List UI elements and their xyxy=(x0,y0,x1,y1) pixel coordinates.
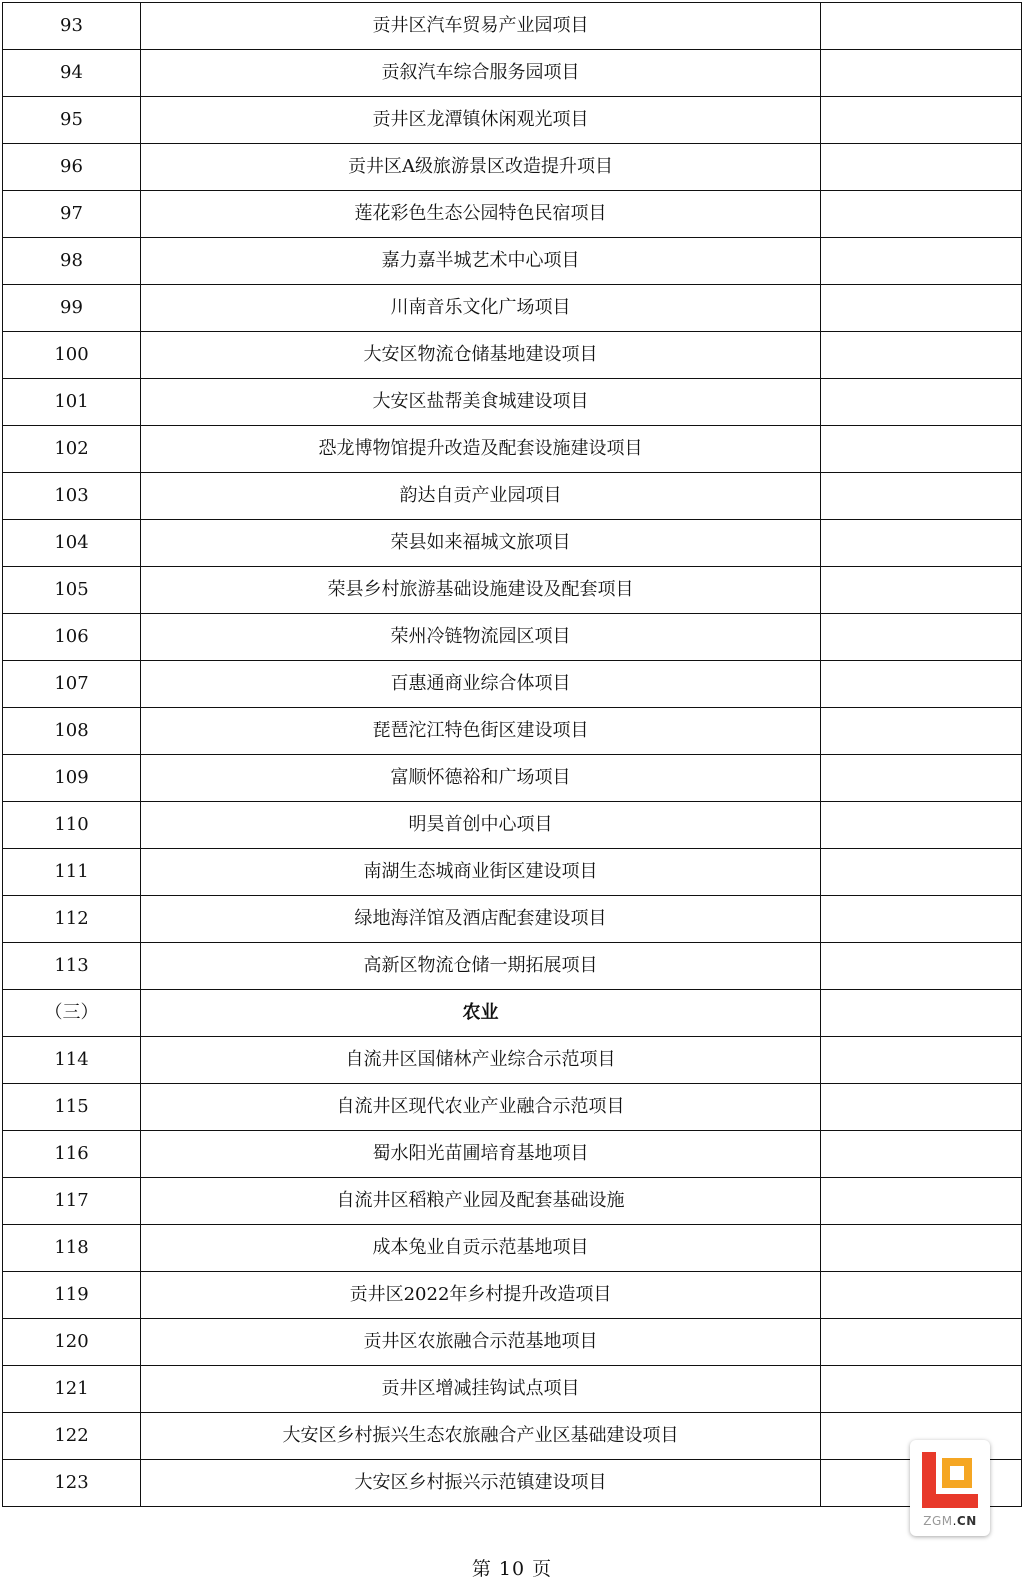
row-number-cell: 98 xyxy=(3,238,141,285)
remarks-cell xyxy=(821,708,1022,755)
table-row xyxy=(3,755,1022,802)
remarks-cell xyxy=(821,285,1022,332)
project-name-cell: 川南音乐文化广场项目 xyxy=(141,285,821,332)
project-name-cell: 贡井区农旅融合示范基地项目 xyxy=(141,1319,821,1366)
remarks-cell xyxy=(821,3,1022,50)
table-row xyxy=(3,426,1022,473)
row-number-cell: 111 xyxy=(3,849,141,896)
page-number: 第 10 页 xyxy=(471,1558,553,1580)
remarks-cell xyxy=(821,896,1022,943)
table-row xyxy=(3,1225,1022,1272)
row-number-cell: 108 xyxy=(3,708,141,755)
project-table-body xyxy=(3,3,1022,1507)
remarks-cell xyxy=(821,990,1022,1037)
remarks-cell xyxy=(821,755,1022,802)
table-row xyxy=(3,1131,1022,1178)
table-row xyxy=(3,802,1022,849)
row-number-cell: 103 xyxy=(3,473,141,520)
table-row xyxy=(3,661,1022,708)
table-row xyxy=(3,1413,1022,1460)
project-name-cell: 荣州冷链物流园区项目 xyxy=(141,614,821,661)
project-name-cell: 贡井区A级旅游景区改造提升项目 xyxy=(141,144,821,191)
table-row xyxy=(3,1084,1022,1131)
row-number-cell: 122 xyxy=(3,1413,141,1460)
zgm-logo-text: ZGM.CN xyxy=(923,1514,977,1528)
row-number-cell: 117 xyxy=(3,1178,141,1225)
project-name-cell: 高新区物流仓储一期拓展项目 xyxy=(141,943,821,990)
project-name-cell: 琵琶沱江特色街区建设项目 xyxy=(141,708,821,755)
row-number-cell: 118 xyxy=(3,1225,141,1272)
table-row xyxy=(3,943,1022,990)
project-name-cell: 嘉力嘉半城艺术中心项目 xyxy=(141,238,821,285)
row-number-cell: 115 xyxy=(3,1084,141,1131)
table-row xyxy=(3,1178,1022,1225)
section-row xyxy=(3,990,1022,1037)
row-number-cell: 100 xyxy=(3,332,141,379)
table-row xyxy=(3,379,1022,426)
remarks-cell xyxy=(821,1225,1022,1272)
table-row xyxy=(3,144,1022,191)
table-row xyxy=(3,1272,1022,1319)
table-row xyxy=(3,849,1022,896)
remarks-cell xyxy=(821,520,1022,567)
remarks-cell xyxy=(821,1037,1022,1084)
row-number-cell: 123 xyxy=(3,1460,141,1507)
project-name-cell: 莲花彩色生态公园特色民宿项目 xyxy=(141,191,821,238)
project-name-cell: 大安区盐帮美食城建设项目 xyxy=(141,379,821,426)
project-name-cell: 自流井区稻粮产业园及配套基础设施 xyxy=(141,1178,821,1225)
remarks-cell xyxy=(821,379,1022,426)
project-name-cell: 蜀水阳光苗圃培育基地项目 xyxy=(141,1131,821,1178)
row-number-cell: 104 xyxy=(3,520,141,567)
project-name-cell: 明昊首创中心项目 xyxy=(141,802,821,849)
remarks-cell xyxy=(821,567,1022,614)
remarks-cell xyxy=(821,97,1022,144)
table-row xyxy=(3,896,1022,943)
row-number-cell: 107 xyxy=(3,661,141,708)
table-row xyxy=(3,285,1022,332)
remarks-cell xyxy=(821,849,1022,896)
remarks-cell xyxy=(821,802,1022,849)
row-number-cell: 119 xyxy=(3,1272,141,1319)
remarks-cell xyxy=(821,614,1022,661)
project-name-cell: 贡井区增减挂钩试点项目 xyxy=(141,1366,821,1413)
row-number-cell: 99 xyxy=(3,285,141,332)
remarks-cell xyxy=(821,943,1022,990)
table-row xyxy=(3,238,1022,285)
row-number-cell: 94 xyxy=(3,50,141,97)
project-name-cell: 荣县如来福城文旅项目 xyxy=(141,520,821,567)
row-number-cell: 112 xyxy=(3,896,141,943)
table-row xyxy=(3,1037,1022,1084)
project-name-cell: 富顺怀德裕和广场项目 xyxy=(141,755,821,802)
project-name-cell: 农业 xyxy=(141,990,821,1037)
table-row xyxy=(3,1460,1022,1507)
remarks-cell xyxy=(821,332,1022,379)
project-name-cell: 大安区乡村振兴示范镇建设项目 xyxy=(141,1460,821,1507)
table-row xyxy=(3,1319,1022,1366)
project-name-cell: 贡叙汽车综合服务园项目 xyxy=(141,50,821,97)
row-number-cell: 101 xyxy=(3,379,141,426)
remarks-cell xyxy=(821,661,1022,708)
row-number-cell: 113 xyxy=(3,943,141,990)
table-row xyxy=(3,520,1022,567)
remarks-cell xyxy=(821,1366,1022,1413)
project-name-cell: 韵达自贡产业园项目 xyxy=(141,473,821,520)
zgm-logo xyxy=(910,1440,990,1536)
row-number-cell: 114 xyxy=(3,1037,141,1084)
row-number-cell: 110 xyxy=(3,802,141,849)
project-name-cell: 成本兔业自贡示范基地项目 xyxy=(141,1225,821,1272)
row-number-cell: 116 xyxy=(3,1131,141,1178)
table-row xyxy=(3,50,1022,97)
project-name-cell: 南湖生态城商业街区建设项目 xyxy=(141,849,821,896)
row-number-cell: 105 xyxy=(3,567,141,614)
project-name-cell: 贡井区汽车贸易产业园项目 xyxy=(141,3,821,50)
project-name-cell: 大安区物流仓储基地建设项目 xyxy=(141,332,821,379)
row-number-cell: 95 xyxy=(3,97,141,144)
table-row xyxy=(3,191,1022,238)
table-row xyxy=(3,3,1022,50)
project-name-cell: 大安区乡村振兴生态农旅融合产业区基础建设项目 xyxy=(141,1413,821,1460)
remarks-cell xyxy=(821,1084,1022,1131)
row-number-cell: 121 xyxy=(3,1366,141,1413)
remarks-cell xyxy=(821,1178,1022,1225)
table-row xyxy=(3,708,1022,755)
project-name-cell: 绿地海洋馆及酒店配套建设项目 xyxy=(141,896,821,943)
project-name-cell: 自流井区国储林产业综合示范项目 xyxy=(141,1037,821,1084)
project-name-cell: 荣县乡村旅游基础设施建设及配套项目 xyxy=(141,567,821,614)
table-row xyxy=(3,1366,1022,1413)
project-table xyxy=(2,2,1022,1507)
row-number-cell: 96 xyxy=(3,144,141,191)
remarks-cell xyxy=(821,473,1022,520)
project-name-cell: 百惠通商业综合体项目 xyxy=(141,661,821,708)
table-row xyxy=(3,567,1022,614)
table-row xyxy=(3,473,1022,520)
row-number-cell: 109 xyxy=(3,755,141,802)
project-name-cell: 贡井区2022年乡村提升改造项目 xyxy=(141,1272,821,1319)
remarks-cell xyxy=(821,191,1022,238)
row-number-cell: 120 xyxy=(3,1319,141,1366)
table-row xyxy=(3,332,1022,379)
project-name-cell: 自流井区现代农业产业融合示范项目 xyxy=(141,1084,821,1131)
row-number-cell: 93 xyxy=(3,3,141,50)
remarks-cell xyxy=(821,1319,1022,1366)
remarks-cell xyxy=(821,238,1022,285)
remarks-cell xyxy=(821,426,1022,473)
remarks-cell xyxy=(821,1272,1022,1319)
remarks-cell xyxy=(821,144,1022,191)
row-number-cell: （三） xyxy=(3,990,141,1037)
zgm-logo-icon xyxy=(918,1448,982,1512)
table-row xyxy=(3,614,1022,661)
row-number-cell: 97 xyxy=(3,191,141,238)
table-row xyxy=(3,97,1022,144)
row-number-cell: 106 xyxy=(3,614,141,661)
row-number-cell: 102 xyxy=(3,426,141,473)
project-name-cell: 恐龙博物馆提升改造及配套设施建设项目 xyxy=(141,426,821,473)
remarks-cell xyxy=(821,1131,1022,1178)
project-name-cell: 贡井区龙潭镇休闲观光项目 xyxy=(141,97,821,144)
remarks-cell xyxy=(821,50,1022,97)
